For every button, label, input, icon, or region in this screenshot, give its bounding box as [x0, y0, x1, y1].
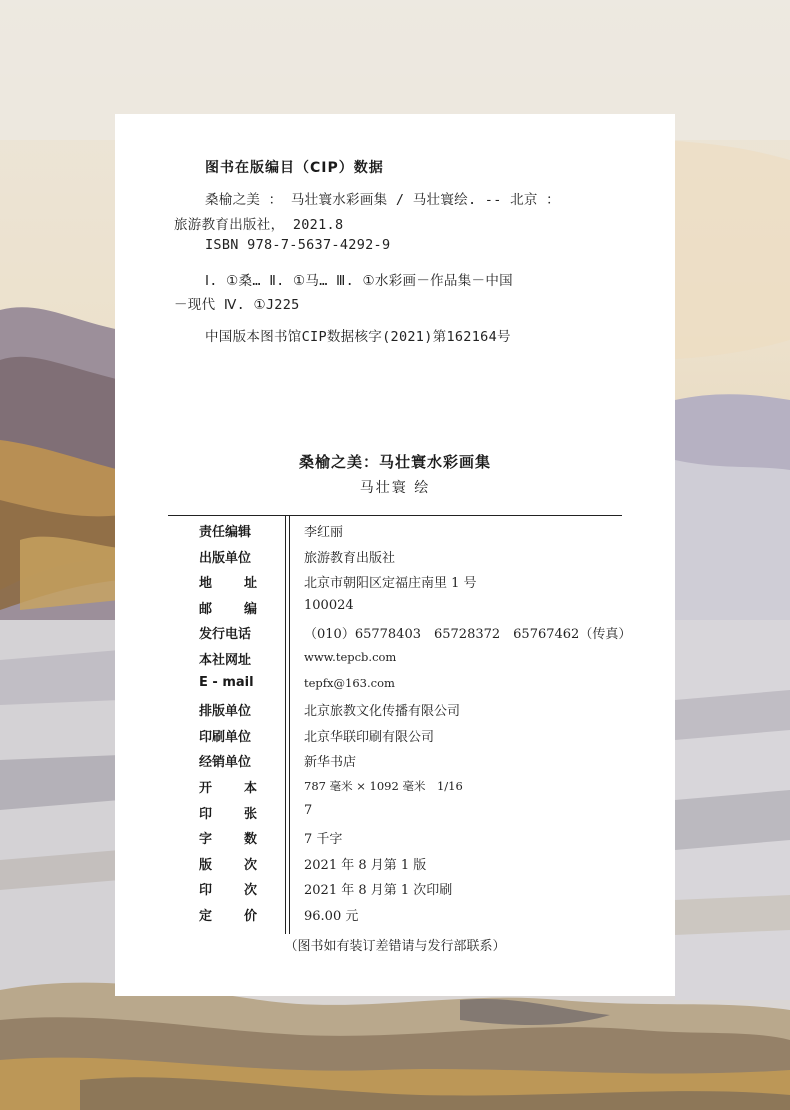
detail-row [115, 569, 675, 595]
detail-row [115, 876, 675, 902]
detail-label [199, 879, 257, 898]
cip-line-6: 中国版本图书馆CIP数据核字(2021)第162164号 [205, 329, 511, 345]
detail-label-char: 本 [243, 780, 257, 796]
detail-value: tepfx@163.com [304, 675, 395, 690]
detail-value: 787 毫米 × 1092 毫米 1/16 [304, 778, 463, 793]
detail-value: 北京华联印刷有限公司 [304, 729, 435, 745]
table-top-rule [168, 515, 622, 516]
detail-value: 7 千字 [304, 832, 343, 848]
detail-label-char: 字 [199, 832, 213, 848]
detail-label-char: 定 [199, 908, 213, 924]
book-author: 马壮寰 绘 [359, 480, 431, 496]
detail-value: 北京旅教文化传播有限公司 [304, 704, 461, 720]
detail-row [115, 544, 675, 570]
detail-value: www.tepcb.com [304, 649, 397, 664]
detail-value: 100024 [304, 597, 354, 613]
detail-label-char: 印 [199, 883, 213, 899]
detail-row [115, 902, 675, 928]
detail-row [115, 748, 675, 774]
detail-label [199, 598, 257, 617]
detail-row [115, 646, 675, 672]
cip-line-4: Ⅰ. ①桑… Ⅱ. ①马… Ⅲ. ①水彩画－作品集－中国 [205, 273, 513, 289]
detail-label: 排版单位 [199, 704, 252, 720]
footnote: （图书如有装订差错请与发行部联系） [284, 939, 506, 954]
detail-label [199, 854, 257, 873]
detail-label: 发行电话 [199, 627, 252, 643]
detail-label: 印刷单位 [199, 729, 252, 745]
publication-details [115, 518, 675, 928]
detail-row [115, 774, 675, 800]
detail-label-char: 版 [199, 857, 213, 873]
detail-row [115, 518, 675, 544]
detail-value: 北京市朝阳区定福庄南里 1 号 [304, 576, 477, 592]
cip-title: 图书在版编目（CIP）数据 [205, 160, 384, 176]
detail-value: 7 [304, 802, 313, 818]
copyright-page [115, 114, 675, 996]
detail-label-char: 次 [243, 883, 257, 899]
detail-value: 李红丽 [304, 525, 344, 540]
cip-line-3: ISBN 978-7-5637-4292-9 [205, 237, 391, 253]
detail-row [115, 672, 675, 698]
detail-label: 出版单位 [199, 550, 252, 566]
detail-label-char: 次 [243, 857, 257, 873]
detail-label [199, 905, 257, 924]
detail-row [115, 851, 675, 877]
detail-label-char: 编 [243, 601, 257, 617]
detail-row [115, 723, 675, 749]
detail-label-char: 址 [243, 576, 257, 592]
detail-label: 本社网址 [199, 652, 252, 668]
detail-value: 旅游教育出版社 [304, 550, 396, 566]
detail-row [115, 825, 675, 851]
detail-label: E - mail [199, 674, 254, 690]
detail-label-char: 地 [199, 576, 213, 592]
detail-label: 经销单位 [199, 755, 252, 771]
detail-label: 责任编辑 [199, 525, 252, 540]
detail-value: 96.00 元 [304, 908, 359, 924]
cip-line-1: 桑榆之美 ： 马壮寰水彩画集 / 马壮寰绘. -- 北京 ： [205, 192, 560, 208]
detail-label-char: 张 [243, 806, 257, 822]
detail-row [115, 620, 675, 646]
detail-label-char: 数 [243, 832, 257, 848]
detail-label [199, 572, 257, 591]
detail-value: 新华书店 [304, 755, 357, 771]
detail-row [115, 697, 675, 723]
detail-row [115, 595, 675, 621]
book-title: 桑榆之美：马壮寰水彩画集 [298, 453, 491, 471]
detail-label [199, 828, 257, 847]
detail-row [115, 800, 675, 826]
detail-value: 2021 年 8 月第 1 次印刷 [304, 883, 453, 899]
cip-line-2: 旅游教育出版社， 2021.8 [174, 217, 344, 233]
detail-label [199, 803, 257, 822]
detail-label-char: 印 [199, 806, 213, 822]
cip-line-5: －现代 Ⅳ. ①J225 [174, 297, 300, 313]
detail-value: （010）65778403 65728372 65767462（传真） [304, 627, 632, 643]
detail-label-char: 开 [199, 780, 213, 796]
detail-label-char: 价 [243, 908, 257, 924]
detail-label-char: 邮 [199, 601, 213, 617]
detail-label [199, 777, 257, 796]
detail-value: 2021 年 8 月第 1 版 [304, 857, 427, 873]
